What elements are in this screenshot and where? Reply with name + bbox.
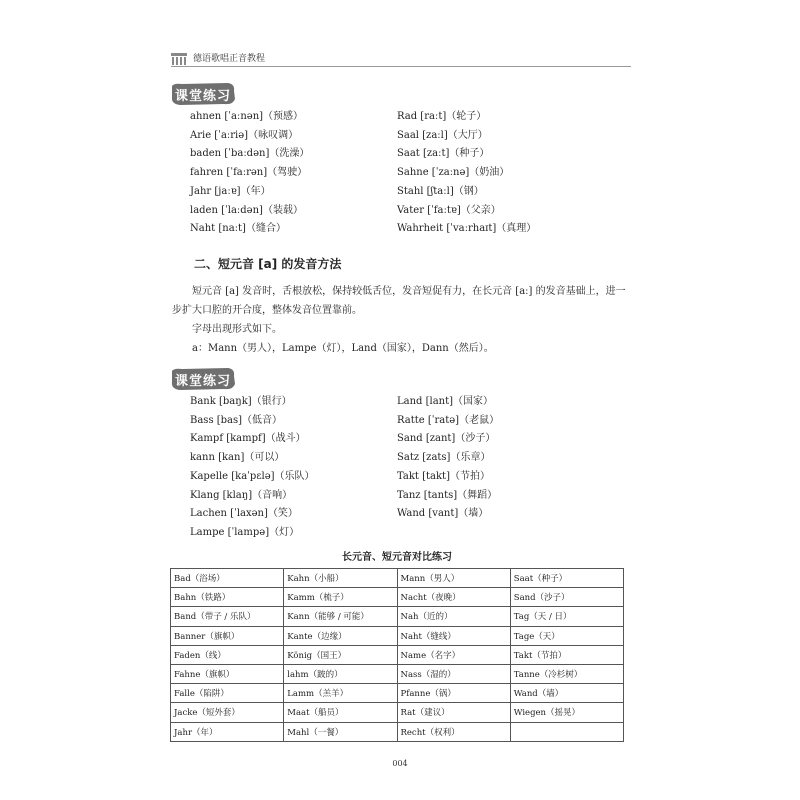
table-cell: Tag（天 / 日）: [510, 607, 623, 626]
table-row: [171, 588, 624, 607]
table-cell: Kann（能够 / 可能）: [284, 607, 397, 626]
table-cell: Maat（船员）: [284, 703, 397, 722]
table-cell: Bad（浴场）: [171, 569, 284, 588]
vocab-item: Bank [baŋk]（银行）: [190, 396, 292, 407]
header-title: 德语歌唱正音教程: [193, 54, 266, 64]
book-logo-icon: [171, 51, 187, 64]
table-cell: Nah（近的）: [397, 607, 510, 626]
vocab-item: Tanz [tants]（舞蹈）: [397, 489, 498, 501]
practice-badge-2: [170, 368, 236, 390]
practice2-left-column: [190, 393, 315, 543]
paragraph: 字母出现形式如下。: [192, 324, 282, 335]
table-row: [171, 722, 624, 741]
practice2-right-column: [397, 393, 499, 524]
page-number: 004: [392, 759, 408, 768]
table-row: [171, 607, 624, 626]
paragraph: a：Mann（男人），Lampe（灯），Land（国家），Dann（然后）。: [192, 343, 494, 354]
table-cell: Saat（种子）: [510, 569, 623, 588]
vocab-item: Wahrheit [ˈvaːrhaɪt]（真理）: [397, 223, 537, 235]
vocab-item: laden [ˈlaːdən]（装载）: [190, 204, 303, 216]
vocab-item: Wand [vant]（墙）: [397, 508, 489, 520]
practice1-right-column: [397, 108, 536, 239]
table-cell: Pfanne（锅）: [397, 684, 510, 703]
table-cell: Name（名字）: [397, 645, 510, 664]
vocab-item: Stahl [ʃtaːl]（钢）: [397, 185, 484, 197]
table-cell: Mann（男人）: [397, 569, 510, 588]
table-cell: Fahne（旗帜）: [171, 664, 284, 683]
table-cell: Mahl（一餐）: [284, 722, 397, 741]
table-row: [171, 664, 624, 683]
table-row: [171, 703, 624, 722]
table-cell: Kahn（小船）: [284, 569, 397, 588]
practice-badge-label: 课堂练习: [174, 89, 231, 104]
vocab-item: ahnen [ˈaːnən]（预感）: [190, 111, 304, 122]
table-cell: Falle（陷阱）: [171, 684, 284, 703]
header-divider: [171, 66, 631, 67]
table-cell: Kamm（梳子）: [284, 588, 397, 607]
vocab-item: Sand [zant]（沙子）: [397, 433, 496, 445]
table-cell: Wand（墙）: [510, 684, 623, 703]
practice-badge-1: [170, 83, 236, 105]
table-cell: Nass（湿的）: [397, 664, 510, 683]
table-row: [171, 569, 624, 588]
vocab-item: Rad [raːt]（轮子）: [397, 111, 487, 122]
vocab-item: Kapelle [kaˈpɛlə]（乐队）: [190, 470, 315, 482]
comparison-table: [170, 568, 624, 742]
vocab-item: Lampe [ˈlampə]（灯）: [190, 526, 300, 538]
table-cell: König（国王）: [284, 645, 397, 664]
table-cell: Faden（线）: [171, 645, 284, 664]
table-cell: Band（带子 / 乐队）: [171, 607, 284, 626]
vocab-item: Lachen [ˈlaxən]（笑）: [190, 508, 298, 520]
vocab-item: Arie [ˈaːriə]（咏叹调）: [190, 129, 299, 141]
vocab-item: Saal [zaːl]（大厅）: [397, 129, 488, 141]
running-header: [171, 48, 631, 68]
table-row: [171, 626, 624, 645]
table-cell: Jahr（年）: [171, 722, 284, 741]
table-cell: Nacht（夜晚）: [397, 588, 510, 607]
practice-badge-label: 课堂练习: [174, 374, 231, 389]
vocab-item: Sahne [ˈzaːnə]（奶油）: [397, 167, 510, 179]
vocab-item: Satz [zats]（乐章）: [397, 452, 491, 464]
vocab-item: Jahr [jaːɐ]（年）: [190, 185, 271, 197]
table-row: [171, 684, 624, 703]
section-heading: 二、短元音 [a] 的发音方法: [194, 257, 342, 271]
vocab-item: kann [kan]（可以）: [190, 452, 285, 464]
vocab-item: Ratte [ˈratə]（老鼠）: [397, 414, 500, 426]
vocab-item: Saat [zaːt]（种子）: [397, 148, 490, 160]
table-cell: Tanne（冷杉树）: [510, 664, 623, 683]
table-cell: Wiegen（摇晃）: [510, 703, 623, 722]
practice1-left-column: [190, 108, 309, 239]
table-cell: Sand（沙子）: [510, 588, 623, 607]
table-cell: [510, 722, 623, 741]
vocab-item: Vater [ˈfaːtɐ]（父亲）: [397, 204, 501, 216]
paragraph: 短元音 [a] 发音时，舌根放松，保持较低舌位，发音短促有力，在长元音 [aː] 的发音基础上，进一步扩大口腔的开合度，整体发音位置靠前。: [172, 286, 626, 316]
vocab-item: Takt [takt]（节拍）: [397, 470, 490, 482]
table-cell: Tage（天）: [510, 626, 623, 645]
vocab-item: fahren [ˈfaːrən]（驾驶）: [190, 167, 308, 179]
vocab-item: Land [lant]（国家）: [397, 396, 494, 407]
table-cell: Banner（旗帜）: [171, 626, 284, 645]
table-caption: 长元音、短元音对比练习: [342, 552, 452, 563]
vocab-item: baden [ˈbaːdən]（洗澡）: [190, 148, 310, 160]
table-cell: lahm（跛的）: [284, 664, 397, 683]
table-cell: Lamm（羔羊）: [284, 684, 397, 703]
table-cell: Jacke（短外套）: [171, 703, 284, 722]
table-cell: Takt（节拍）: [510, 645, 623, 664]
table-cell: Bahn（铁路）: [171, 588, 284, 607]
vocab-item: Naht [naːt]（缝合）: [190, 223, 286, 235]
table-cell: Kante（边缘）: [284, 626, 397, 645]
table-row: [171, 645, 624, 664]
vocab-item: Klang [klaŋ]（音响）: [190, 489, 293, 501]
table-cell: Recht（权利）: [397, 722, 510, 741]
table-cell: Naht（缝线）: [397, 626, 510, 645]
vocab-item: Bass [bas]（低音）: [190, 414, 283, 426]
table-cell: Rat（建议）: [397, 703, 510, 722]
vocab-item: Kampf [kampf]（战斗）: [190, 433, 306, 445]
